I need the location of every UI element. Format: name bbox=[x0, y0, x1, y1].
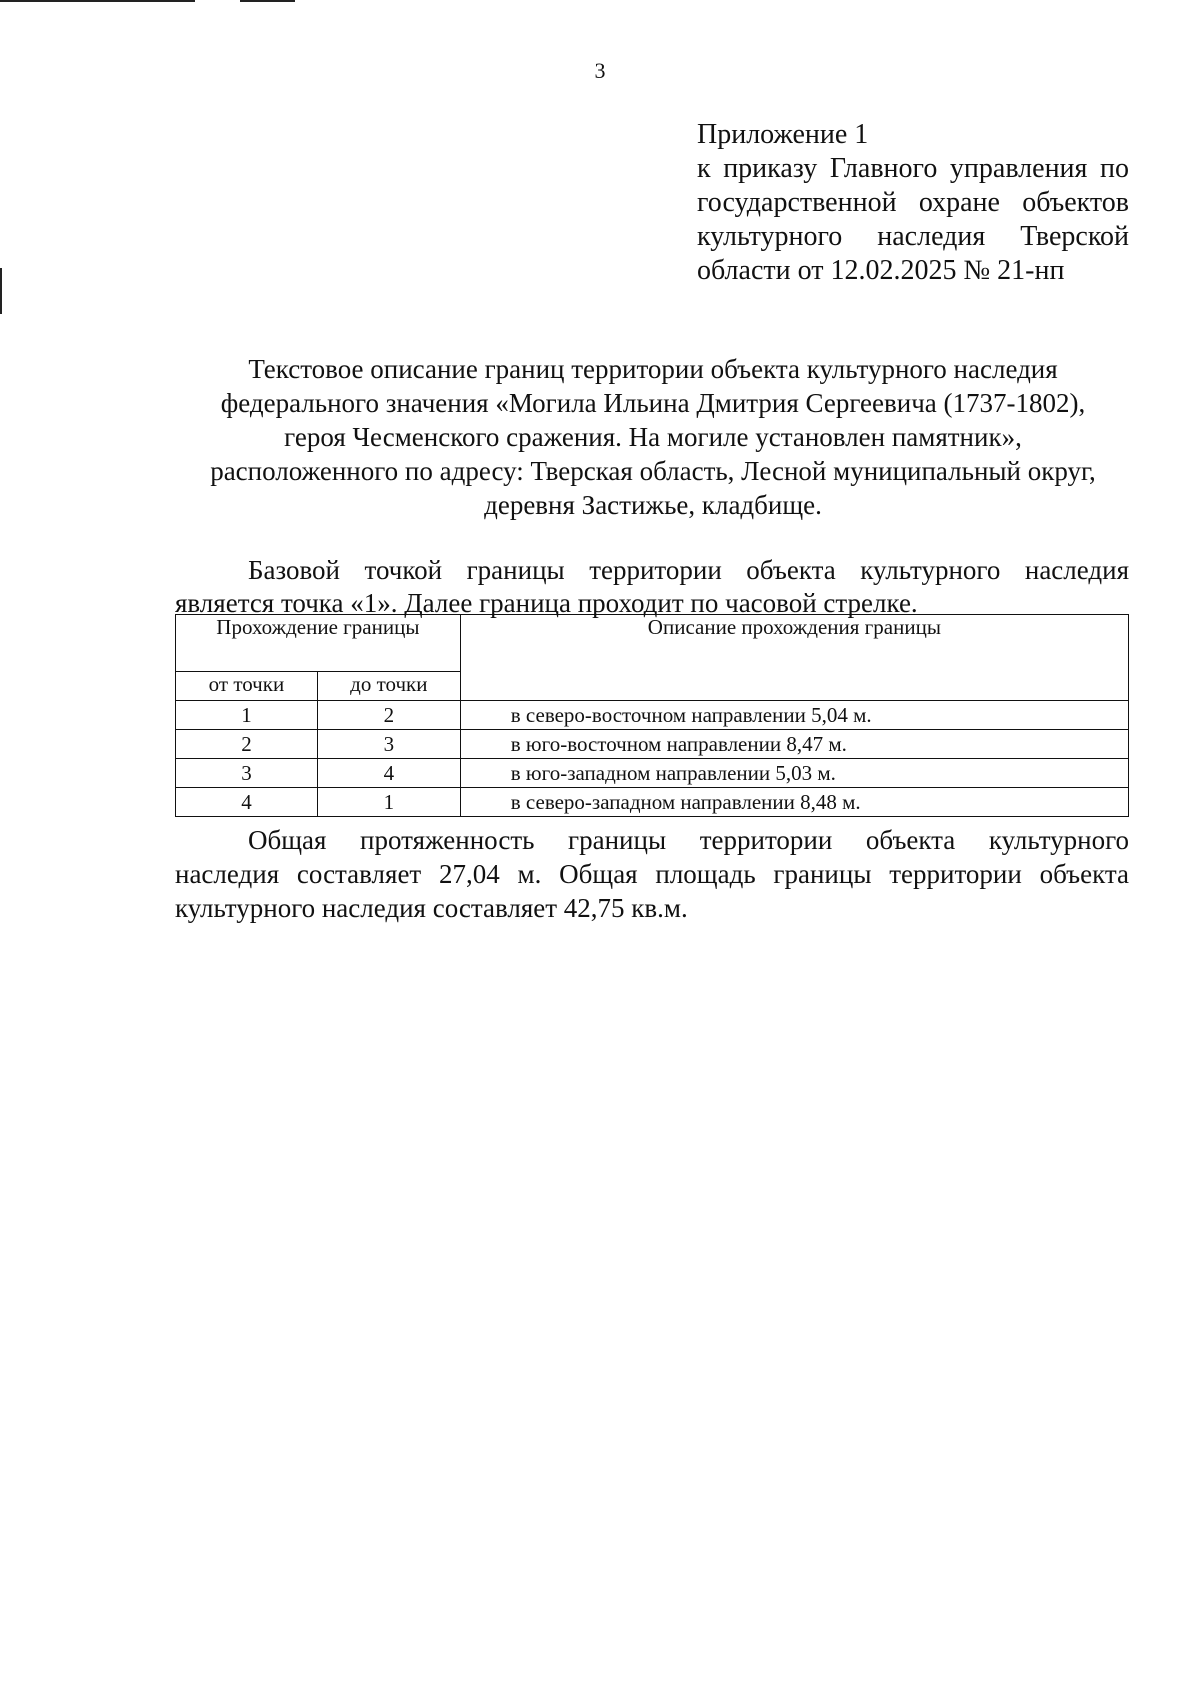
cell-from: 2 bbox=[176, 730, 318, 759]
boundary-table bbox=[175, 614, 1129, 817]
cell-from: 3 bbox=[176, 759, 318, 788]
table-row bbox=[176, 701, 1129, 730]
title-line: федерального значения «Могила Ильина Дмитрия Сергеевича (1737-1802), bbox=[220, 388, 1086, 418]
scan-edge-mark-top bbox=[0, 0, 195, 2]
cell-description: в юго-западном направлении 5,03 м. bbox=[460, 759, 1128, 788]
cell-to: 3 bbox=[317, 730, 460, 759]
header-description: Описание прохождения границы bbox=[460, 615, 1128, 701]
cell-from: 1 bbox=[176, 701, 318, 730]
cell-description: в северо-восточном направлении 5,04 м. bbox=[460, 701, 1128, 730]
title-line: деревня Застижье, кладбище. bbox=[484, 490, 822, 520]
summary-line: культурного наследия составляет 42,75 кв.м. bbox=[175, 893, 688, 923]
cell-from: 4 bbox=[176, 788, 318, 817]
summary-paragraph bbox=[175, 823, 1129, 925]
header-from-point: от точки bbox=[176, 672, 318, 701]
intro-line: является точка «1». Далее граница проходит по часовой стрелке. bbox=[175, 588, 918, 618]
summary-line: Общая протяженность границы территории объекта культурного bbox=[248, 825, 1129, 855]
annex-line: к приказу Главного управления по bbox=[697, 153, 1129, 184]
annex-line: государственной охране объектов bbox=[697, 187, 1129, 218]
page-number: 3 bbox=[594, 58, 606, 83]
annex-line: культурного наследия Тверской bbox=[697, 221, 1129, 252]
table-row bbox=[176, 730, 1129, 759]
scan-edge-mark-left bbox=[0, 268, 2, 314]
title-line: героя Чесменского сражения. На могиле установлен памятник», bbox=[284, 422, 1022, 452]
intro-paragraph bbox=[175, 554, 1129, 620]
table-row bbox=[176, 759, 1129, 788]
table-row bbox=[176, 788, 1129, 817]
scan-edge-mark-top-short bbox=[240, 0, 295, 2]
annex-block bbox=[697, 118, 1129, 288]
cell-to: 2 bbox=[317, 701, 460, 730]
cell-to: 1 bbox=[317, 788, 460, 817]
header-to-point: до точки bbox=[317, 672, 460, 701]
header-passage: Прохождение границы bbox=[176, 615, 461, 672]
intro-line: Базовой точкой границы территории объекта культурного наследия bbox=[248, 555, 1129, 585]
title-line: Текстовое описание границ территории объекта культурного наследия bbox=[248, 354, 1058, 384]
summary-line: наследия составляет 27,04 м. Общая площадь границы территории объекта bbox=[175, 859, 1129, 889]
cell-to: 4 bbox=[317, 759, 460, 788]
cell-description: в северо-западном направлении 8,48 м. bbox=[460, 788, 1128, 817]
cell-description: в юго-восточном направлении 8,47 м. bbox=[460, 730, 1128, 759]
title-line: расположенного по адресу: Тверская область, Лесной муниципальный округ, bbox=[210, 456, 1096, 486]
annex-title: Приложение 1 bbox=[697, 119, 869, 150]
annex-line: области от 12.02.2025 № 21-нп bbox=[697, 255, 1065, 286]
document-title bbox=[120, 352, 1186, 522]
